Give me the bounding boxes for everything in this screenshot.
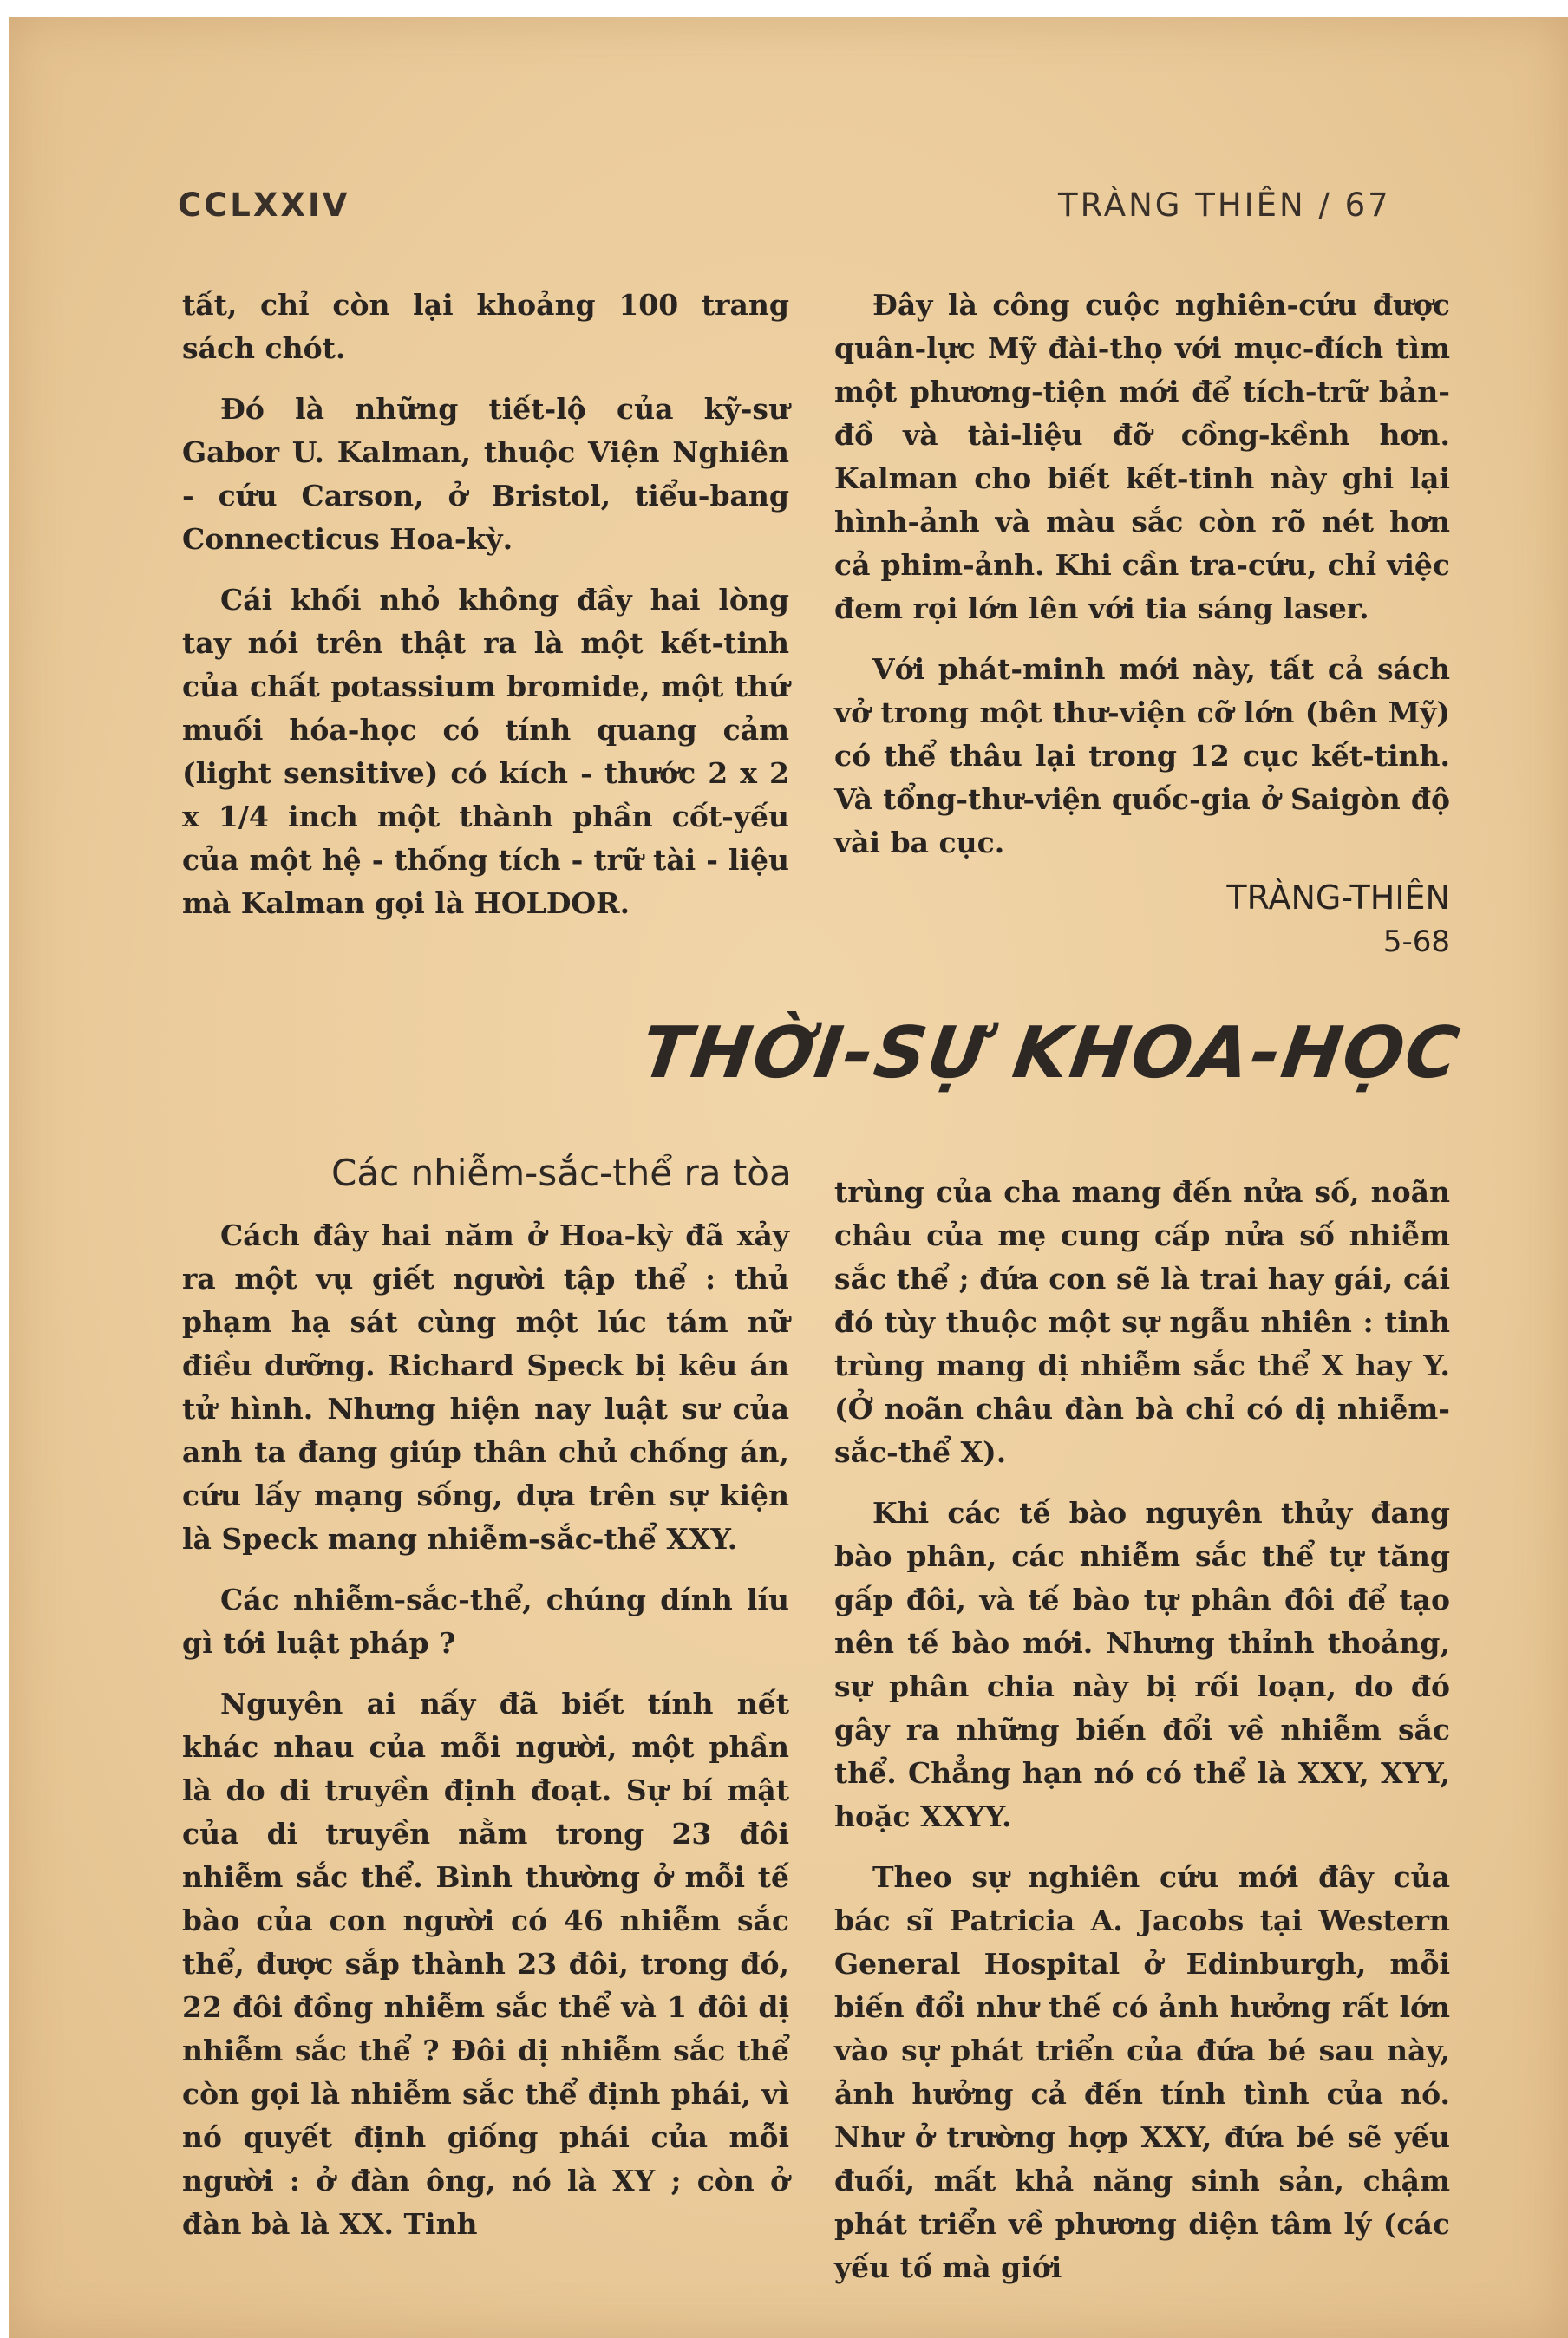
paragraph: Các nhiễm-sắc-thể, chúng dính líu gì tới luật pháp ?	[182, 1583, 789, 1660]
bottom-right-column	[834, 1171, 1450, 2289]
top-right-column	[834, 284, 1450, 963]
paragraph: Khi các tế bào nguyên thủy đang bào phân, các nhiễm sắc thể tự tăng gấp đôi, và tế bào tự phân đôi để tạo nên tế bào mới. Nhưng thỉnh thoảng, sự phân chia này bị rối loạn, do đó gây ra những biến đổi về nhiễm sắc thể. Chẳng hạn nó có thể là XXY, XYY, hoặc XXYY.	[834, 1496, 1450, 1833]
bottom-left-column	[182, 1214, 789, 2246]
paragraph: Với phát-minh mới này, tất cả sách vở trong một thư-viện cỡ lớn (bên Mỹ) có thể thâu lại trong 12 cục kết-tinh. Và tổng-thư-viện quốc-gia ở Saigòn độ vài ba cục.	[834, 652, 1450, 859]
author-signature: TRÀNG-THIÊN	[1226, 878, 1450, 917]
page-header-volume: CCLXXIV	[178, 186, 350, 224]
paragraph: Theo sự nghiên cứu mới đây của bác sĩ Patricia A. Jacobs tại Western General Hospital ở Edinburgh, mỗi biến đổi như thế có ảnh hưởng rất lớn vào sự phát triển của đứa bé sau này, ảnh hưởng cả đến tính tình của nó. Như ở trường hợp XXY, đứa bé sẽ yếu đuối, mất khả năng sinh sản, chậm phát triển về phương diện tâm lý (các yếu tố mà giới	[834, 1860, 1450, 2284]
page-header-author-page-number: TRÀNG THIÊN / 67	[1058, 186, 1391, 224]
book-page	[9, 17, 1568, 2338]
article-heading: Các nhiễm-sắc-thể ra tòa	[331, 1152, 792, 1194]
paragraph: tất, chỉ còn lại khoảng 100 trang sách chót.	[182, 288, 789, 365]
section-title: THỜI-SỰ KHOA-HỌC	[636, 1012, 1466, 1094]
paragraph: trùng của cha mang đến nửa số, noãn châu của mẹ cung cấp nửa số nhiễm sắc thể ; đứa con sẽ là trai hay gái, cái đó tùy thuộc một sự ngẫu nhiên : tinh trùng mang dị nhiễm sắc thể X hay Y. (Ở noãn châu đàn bà chỉ có dị nhiễm-sắc-thể X).	[834, 1175, 1450, 1469]
paragraph: Đó là những tiết-lộ của kỹ-sư Gabor U. Kalman, thuộc Viện Nghiên - cứu Carson, ở Bristol, tiểu-bang Connecticus Hoa-kỳ.	[182, 392, 789, 556]
paragraph: Cách đây hai năm ở Hoa-kỳ đã xảy ra một vụ giết người tập thể : thủ phạm hạ sát cùng một lúc tám nữ điều dưỡng. Richard Speck bị kêu án tử hình. Nhưng hiện nay luật sư của anh ta đang giúp thân chủ chống án, cứu lấy mạng sống, dựa trên sự kiện là Speck mang nhiễm-sắc-thể XXY.	[182, 1218, 789, 1556]
paragraph: Nguyên ai nấy đã biết tính nết khác nhau của mỗi người, một phần là do di truyền định đoạt. Sự bí mật của di truyền nằm trong 23 đôi nhiễm sắc thể. Bình thường ở mỗi tế bào của con người có 46 nhiễm sắc thể, được sắp thành 23 đôi, trong đó, 22 đôi đồng nhiễm sắc thể và 1 đôi dị nhiễm sắc thể ? Đôi dị nhiễm sắc thể còn gọi là nhiễm sắc thể định phái, vì nó quyết định giống phái của mỗi người : ở đàn ông, nó là XY ; còn ở đàn bà là XX. Tinh	[182, 1687, 789, 2241]
top-left-column	[182, 284, 789, 925]
signature-date: 5-68	[1382, 924, 1450, 959]
paragraph: Cái khối nhỏ không đầy hai lòng tay nói trên thật ra là một kết-tinh của chất potassium bromide, một thứ muối hóa-học có tính quang cảm (light sensitive) có kích - thước 2 x 2 x 1/4 inch một thành phần cốt-yếu của một hệ - thống tích - trữ tài - liệu mà Kalman gọi là HOLDOR.	[182, 583, 789, 920]
paragraph: Đây là công cuộc nghiên-cứu được quân-lực Mỹ đài-thọ với mục-đích tìm một phương-tiện mới để tích-trữ bản-đồ và tài-liệu đỡ cồng-kềnh hơn. Kalman cho biết kết-tinh này ghi lại hình-ảnh và màu sắc còn rõ nét hơn cả phim-ảnh. Khi cần tra-cứu, chỉ việc đem rọi lớn lên với tia sáng laser.	[834, 288, 1450, 625]
